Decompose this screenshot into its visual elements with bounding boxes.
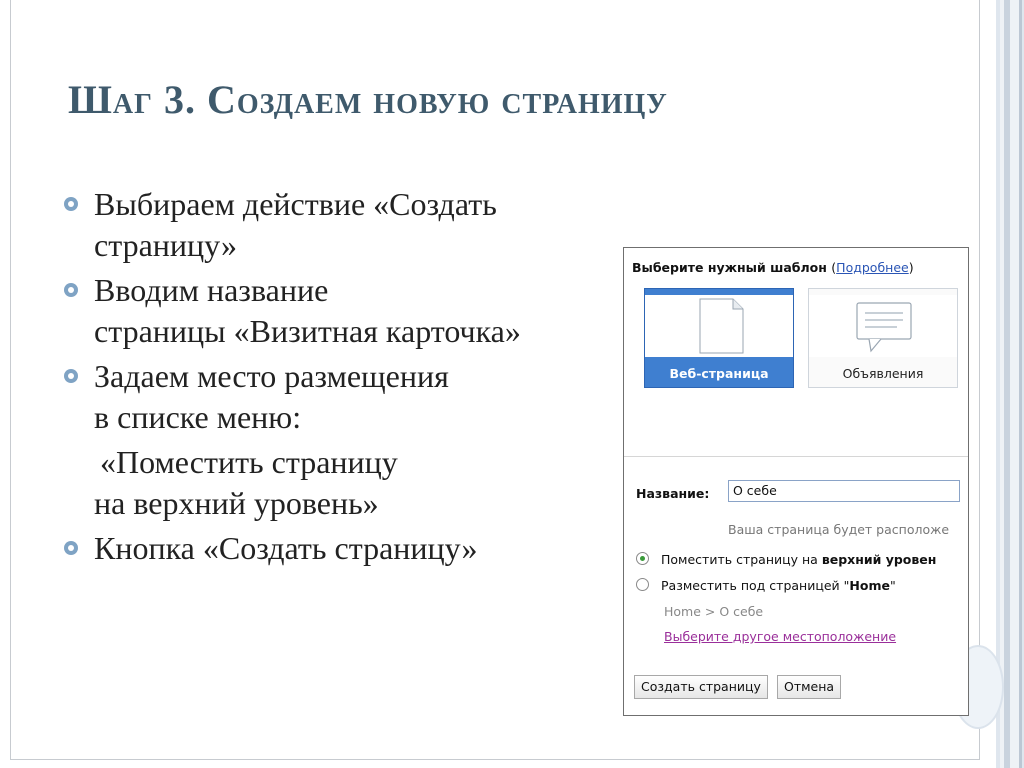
bullet-list: [62, 184, 622, 573]
template-preview: [645, 295, 793, 357]
radio-label-tail: ": [889, 578, 896, 593]
bullet-line: Задаем место размещения: [94, 358, 449, 394]
speech-bubble-icon: [809, 295, 959, 357]
cancel-button[interactable]: Отмена: [777, 675, 841, 699]
page-location-breadcrumb: Home > О себе: [664, 604, 764, 619]
template-label: Веб-страница: [669, 366, 769, 381]
section-divider: [624, 456, 968, 457]
bullet-item: [62, 356, 622, 438]
template-preview: [809, 295, 957, 357]
slide-title: Шаг 3. Создаем новую страницу: [68, 77, 668, 122]
template-web-page[interactable]: [644, 288, 794, 388]
radio-label-bold: верхний уровен: [821, 552, 937, 567]
bullet-icon: [64, 369, 78, 383]
bullet-icon: [64, 541, 78, 555]
location-hint: Ваша страница будет расположе: [728, 522, 950, 537]
template-heading-text: Выберите нужный шаблон: [632, 260, 827, 275]
slide-edge-band: [1019, 0, 1022, 768]
bullet-line: Выбираем действие «Создать страницу»: [94, 186, 497, 263]
bullet-line: Кнопка «Создать страницу»: [94, 530, 478, 566]
radio-checked-icon[interactable]: [636, 552, 649, 565]
radio-label: Разместить под страницей ": [661, 578, 850, 593]
bullet-icon: [64, 283, 78, 297]
radio-unchecked-icon[interactable]: [636, 578, 649, 591]
name-field-label: Название:: [636, 486, 710, 501]
create-page-button[interactable]: Создать страницу: [634, 675, 768, 699]
bullet-line: страницы «Визитная карточка»: [94, 313, 521, 349]
create-page-dialog-screenshot: [623, 247, 969, 716]
radio-top-level[interactable]: [636, 552, 936, 567]
slide-edge-band: [1000, 0, 1020, 768]
bullet-line: на верхний уровень»: [94, 485, 379, 521]
bullet-item: [62, 270, 622, 352]
bullet-icon: [64, 197, 78, 211]
more-info-link[interactable]: Подробнее: [836, 260, 909, 275]
radio-under-page[interactable]: [636, 578, 896, 593]
document-icon: [645, 295, 795, 357]
bullet-continuation: [62, 442, 622, 524]
template-label: Объявления: [842, 366, 924, 381]
bullet-item: [62, 184, 622, 266]
radio-label-bold: Home: [849, 578, 890, 593]
bullet-line: Вводим название: [94, 272, 329, 308]
bullet-item: [62, 528, 622, 569]
template-heading: Выберите нужный шаблон (Подробнее): [632, 260, 914, 275]
radio-label: Поместить страницу на: [661, 552, 822, 567]
template-announcements[interactable]: [808, 288, 958, 388]
choose-other-location-link[interactable]: Выберите другое местоположение: [664, 629, 897, 644]
bullet-line: «Поместить страницу: [100, 444, 398, 480]
bullet-line: в списке меню:: [94, 399, 302, 435]
slide-edge-band: [1004, 0, 1010, 768]
page-name-input[interactable]: О себе: [728, 480, 960, 502]
